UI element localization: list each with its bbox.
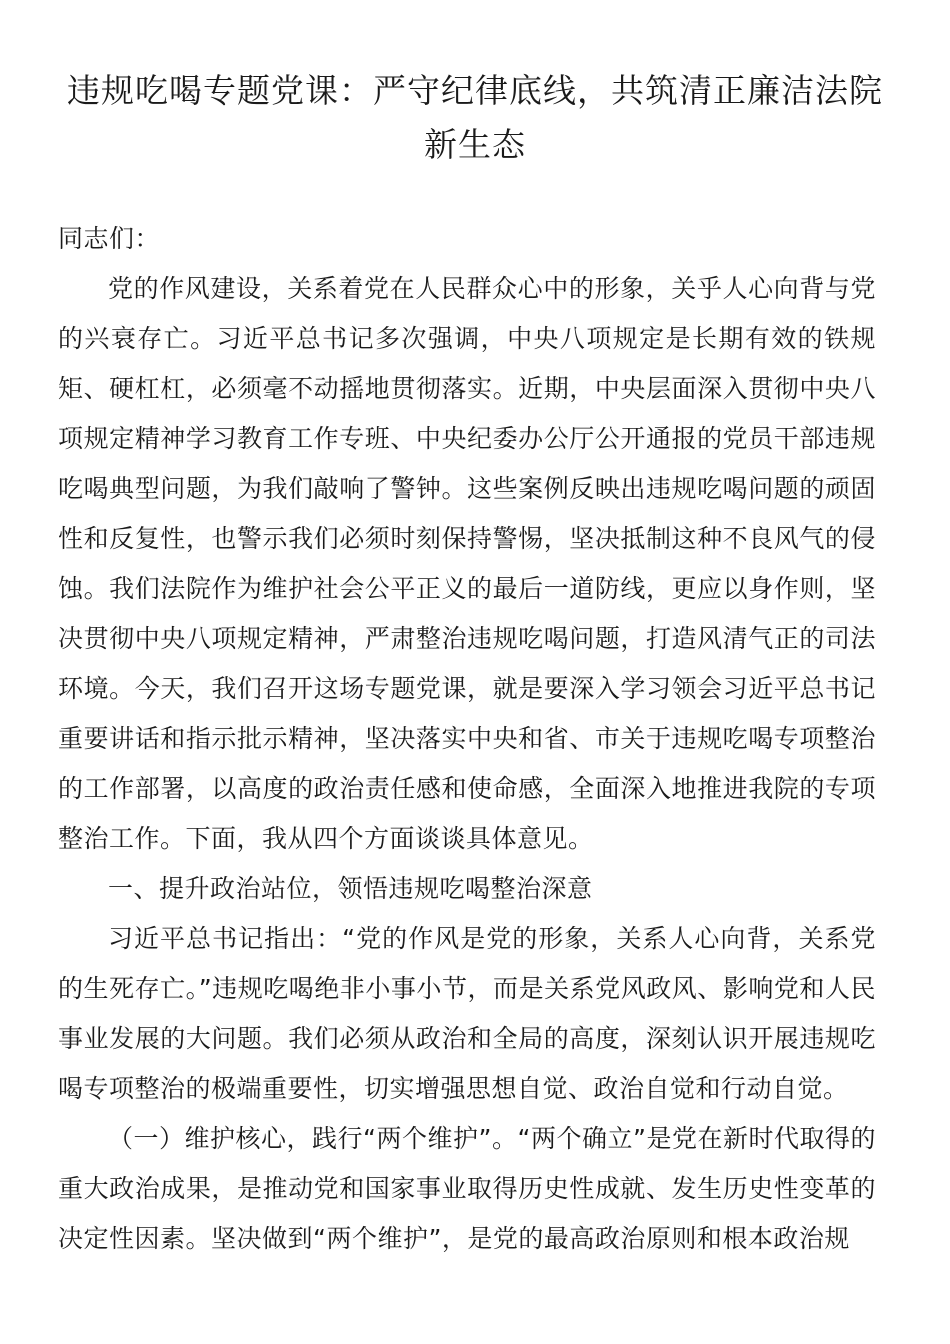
document-title: 违规吃喝专题党课：严守纪律底线，共筑清正廉洁法院新生态 <box>67 71 883 164</box>
subsection-paragraph: （一）维护核心，践行“两个维护”。“两个确立”是党在新时代取得的重大政治成果，是推动党和国家事业取得历史性成就、发生历史性变革的决定性因素。坚决做到“两个维护”，是党的最高政治原则和根本政治规 <box>58 1124 876 1253</box>
section-heading: 一、提升政治站位，领悟违规吃喝整治深意 <box>108 874 593 903</box>
document-body <box>58 214 876 1264</box>
section-paragraph: 习近平总书记指出：“党的作风是党的形象，关系人心向背，关系党的生死存亡。”违规吃喝绝非小事小节，而是关系党风政风、影响党和人民事业发展的大问题。我们必须从政治和全局的高度，深刻认识开展违规吃喝专项整治的极端重要性，切实增强思想自觉、政治自觉和行动自觉。 <box>58 924 876 1103</box>
intro-paragraph: 党的作风建设，关系着党在人民群众心中的形象，关乎人心向背与党的兴衰存亡。习近平总书记多次强调，中央八项规定是长期有效的铁规矩、硬杠杠，必须毫不动摇地贯彻落实。近期，中央层面深入贯彻中央八项规定精神学习教育工作专班、中央纪委办公厅公开通报的党员干部违规吃喝典型问题，为我们敲响了警钟。这些案例反映出违规吃喝问题的顽固性和反复性，也警示我们必须时刻保持警惕，坚决抵制这种不良风气的侵蚀。我们法院作为维护社会公平正义的最后一道防线，更应以身作则，坚决贯彻中央八项规定精神，严肃整治违规吃喝问题，打造风清气正的司法环境。今天，我们召开这场专题党课，就是要深入学习领会习近平总书记重要讲话和指示批示精神，坚决落实中央和省、市关于违规吃喝专项整治的工作部署，以高度的政治责任感和使命感，全面深入地推进我院的专项整治工作。下面，我从四个方面谈谈具体意见。 <box>58 274 876 853</box>
greeting: 同志们： <box>58 224 161 253</box>
